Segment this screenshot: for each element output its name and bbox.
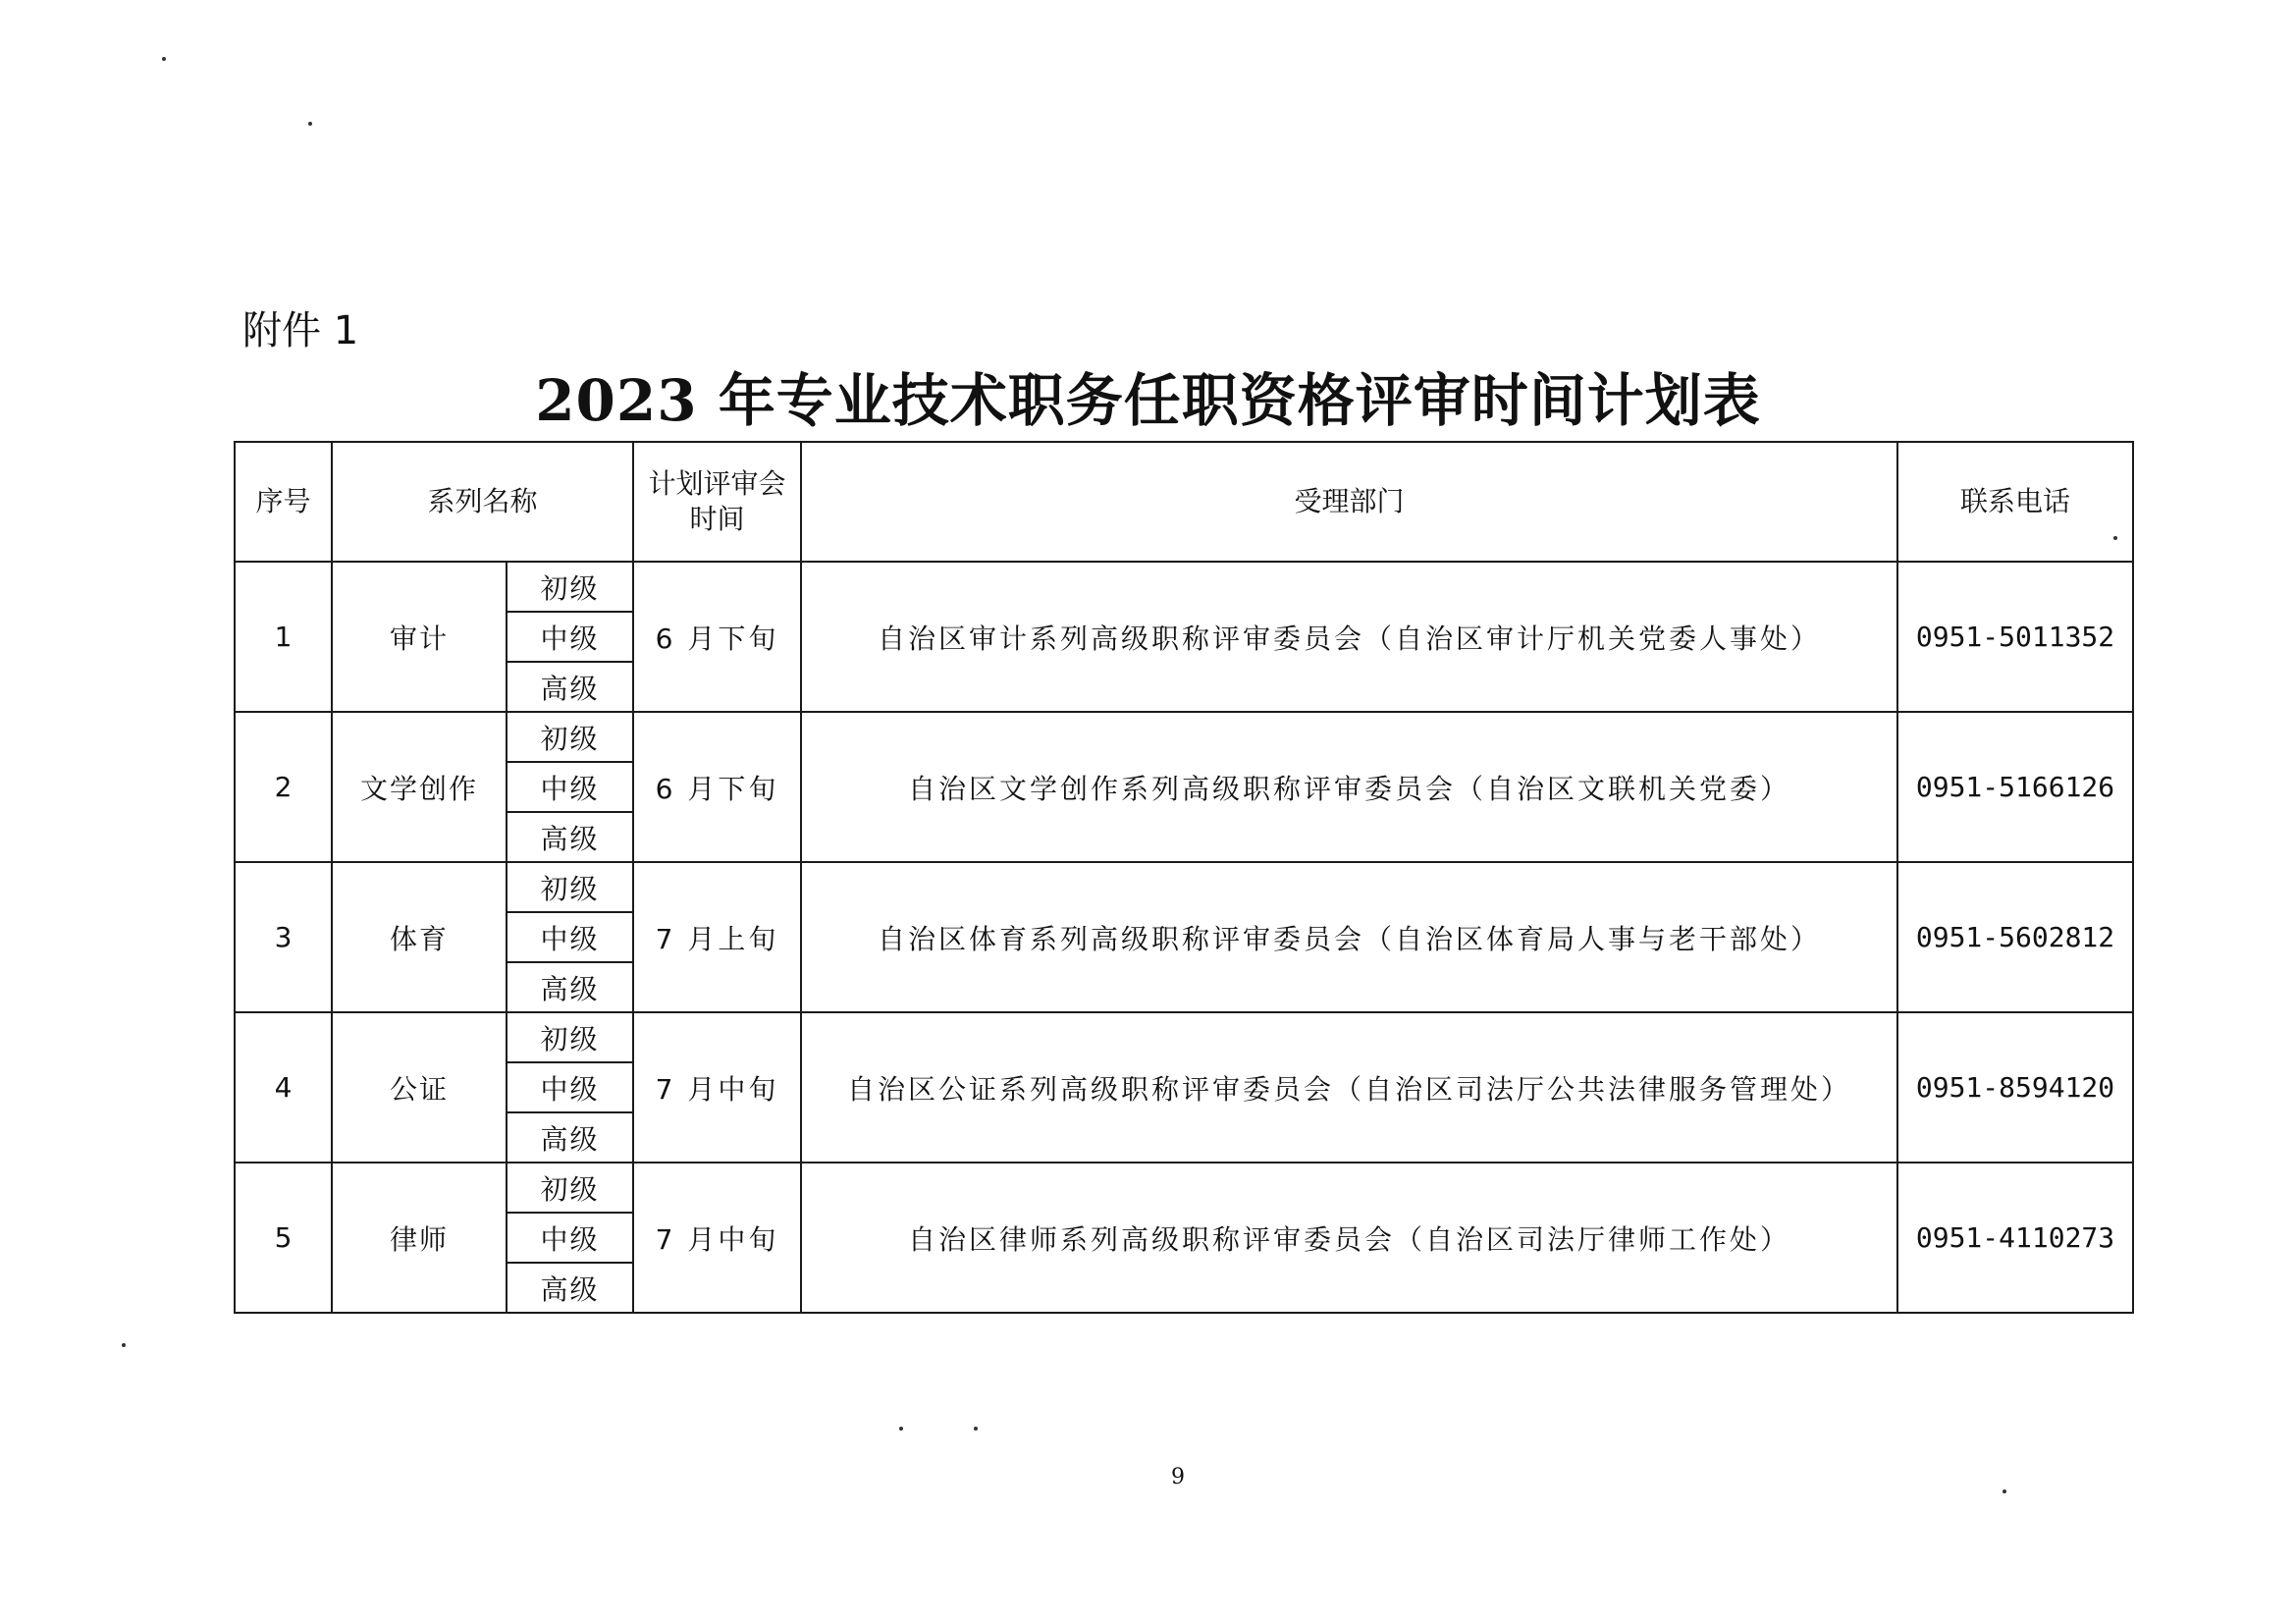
row-level: 中级	[507, 912, 633, 962]
row-seq: 3	[235, 862, 332, 1012]
row-time: 6 月下旬	[633, 562, 801, 712]
header-phone: 联系电话	[1897, 442, 2133, 562]
row-dept: 自治区律师系列高级职称评审委员会（自治区司法厅律师工作处）	[801, 1163, 1897, 1313]
header-seq: 序号	[235, 442, 332, 562]
scan-speck	[2002, 1489, 2006, 1493]
scan-speck	[974, 1427, 978, 1431]
table-header-row	[235, 442, 2133, 562]
document-title: 2023 年专业技术职务任职资格评审时间计划表	[535, 367, 1761, 434]
row-seq: 5	[235, 1163, 332, 1313]
row-level: 初级	[507, 862, 633, 912]
row-dept: 自治区审计系列高级职称评审委员会（自治区审计厅机关党委人事处）	[801, 562, 1897, 712]
row-level: 中级	[507, 762, 633, 812]
row-seq: 1	[235, 562, 332, 712]
scan-speck	[162, 57, 166, 61]
row-phone: 0951-5602812	[1897, 862, 2133, 1012]
row-level: 中级	[507, 1062, 633, 1112]
row-level: 初级	[507, 1163, 633, 1213]
row-level: 高级	[507, 662, 633, 712]
scan-speck	[122, 1343, 126, 1347]
row-time: 6 月下旬	[633, 712, 801, 862]
schedule-table	[234, 441, 2134, 1314]
row-series: 体育	[332, 862, 507, 1012]
row-level: 初级	[507, 1012, 633, 1062]
row-level: 初级	[507, 712, 633, 762]
header-dept: 受理部门	[801, 442, 1897, 562]
row-dept: 自治区体育系列高级职称评审委员会（自治区体育局人事与老干部处）	[801, 862, 1897, 1012]
row-level: 中级	[507, 1213, 633, 1263]
row-level: 高级	[507, 962, 633, 1012]
row-phone: 0951-5011352	[1897, 562, 2133, 712]
row-series: 文学创作	[332, 712, 507, 862]
table-row	[235, 862, 2133, 912]
scan-speck	[2113, 536, 2117, 540]
row-level: 高级	[507, 1263, 633, 1313]
table-row	[235, 562, 2133, 612]
page-number: 9	[1171, 1465, 1185, 1489]
header-series: 系列名称	[332, 442, 633, 562]
row-phone: 0951-8594120	[1897, 1012, 2133, 1163]
row-phone: 0951-5166126	[1897, 712, 2133, 862]
row-series: 公证	[332, 1012, 507, 1163]
scan-speck	[899, 1427, 903, 1431]
header-time: 计划评审会时间	[633, 442, 801, 562]
row-seq: 2	[235, 712, 332, 862]
row-seq: 4	[235, 1012, 332, 1163]
row-level: 高级	[507, 1112, 633, 1163]
row-time: 7 月中旬	[633, 1012, 801, 1163]
row-dept: 自治区公证系列高级职称评审委员会（自治区司法厅公共法律服务管理处）	[801, 1012, 1897, 1163]
scan-speck	[308, 122, 312, 126]
row-time: 7 月中旬	[633, 1163, 801, 1313]
row-dept: 自治区文学创作系列高级职称评审委员会（自治区文联机关党委）	[801, 712, 1897, 862]
table-row	[235, 1163, 2133, 1213]
attachment-label: 附件 1	[242, 308, 359, 353]
row-level: 初级	[507, 562, 633, 612]
table-row	[235, 712, 2133, 762]
row-series: 审计	[332, 562, 507, 712]
row-time: 7 月上旬	[633, 862, 801, 1012]
row-series: 律师	[332, 1163, 507, 1313]
row-level: 高级	[507, 812, 633, 862]
row-level: 中级	[507, 612, 633, 662]
table-row	[235, 1012, 2133, 1062]
row-phone: 0951-4110273	[1897, 1163, 2133, 1313]
